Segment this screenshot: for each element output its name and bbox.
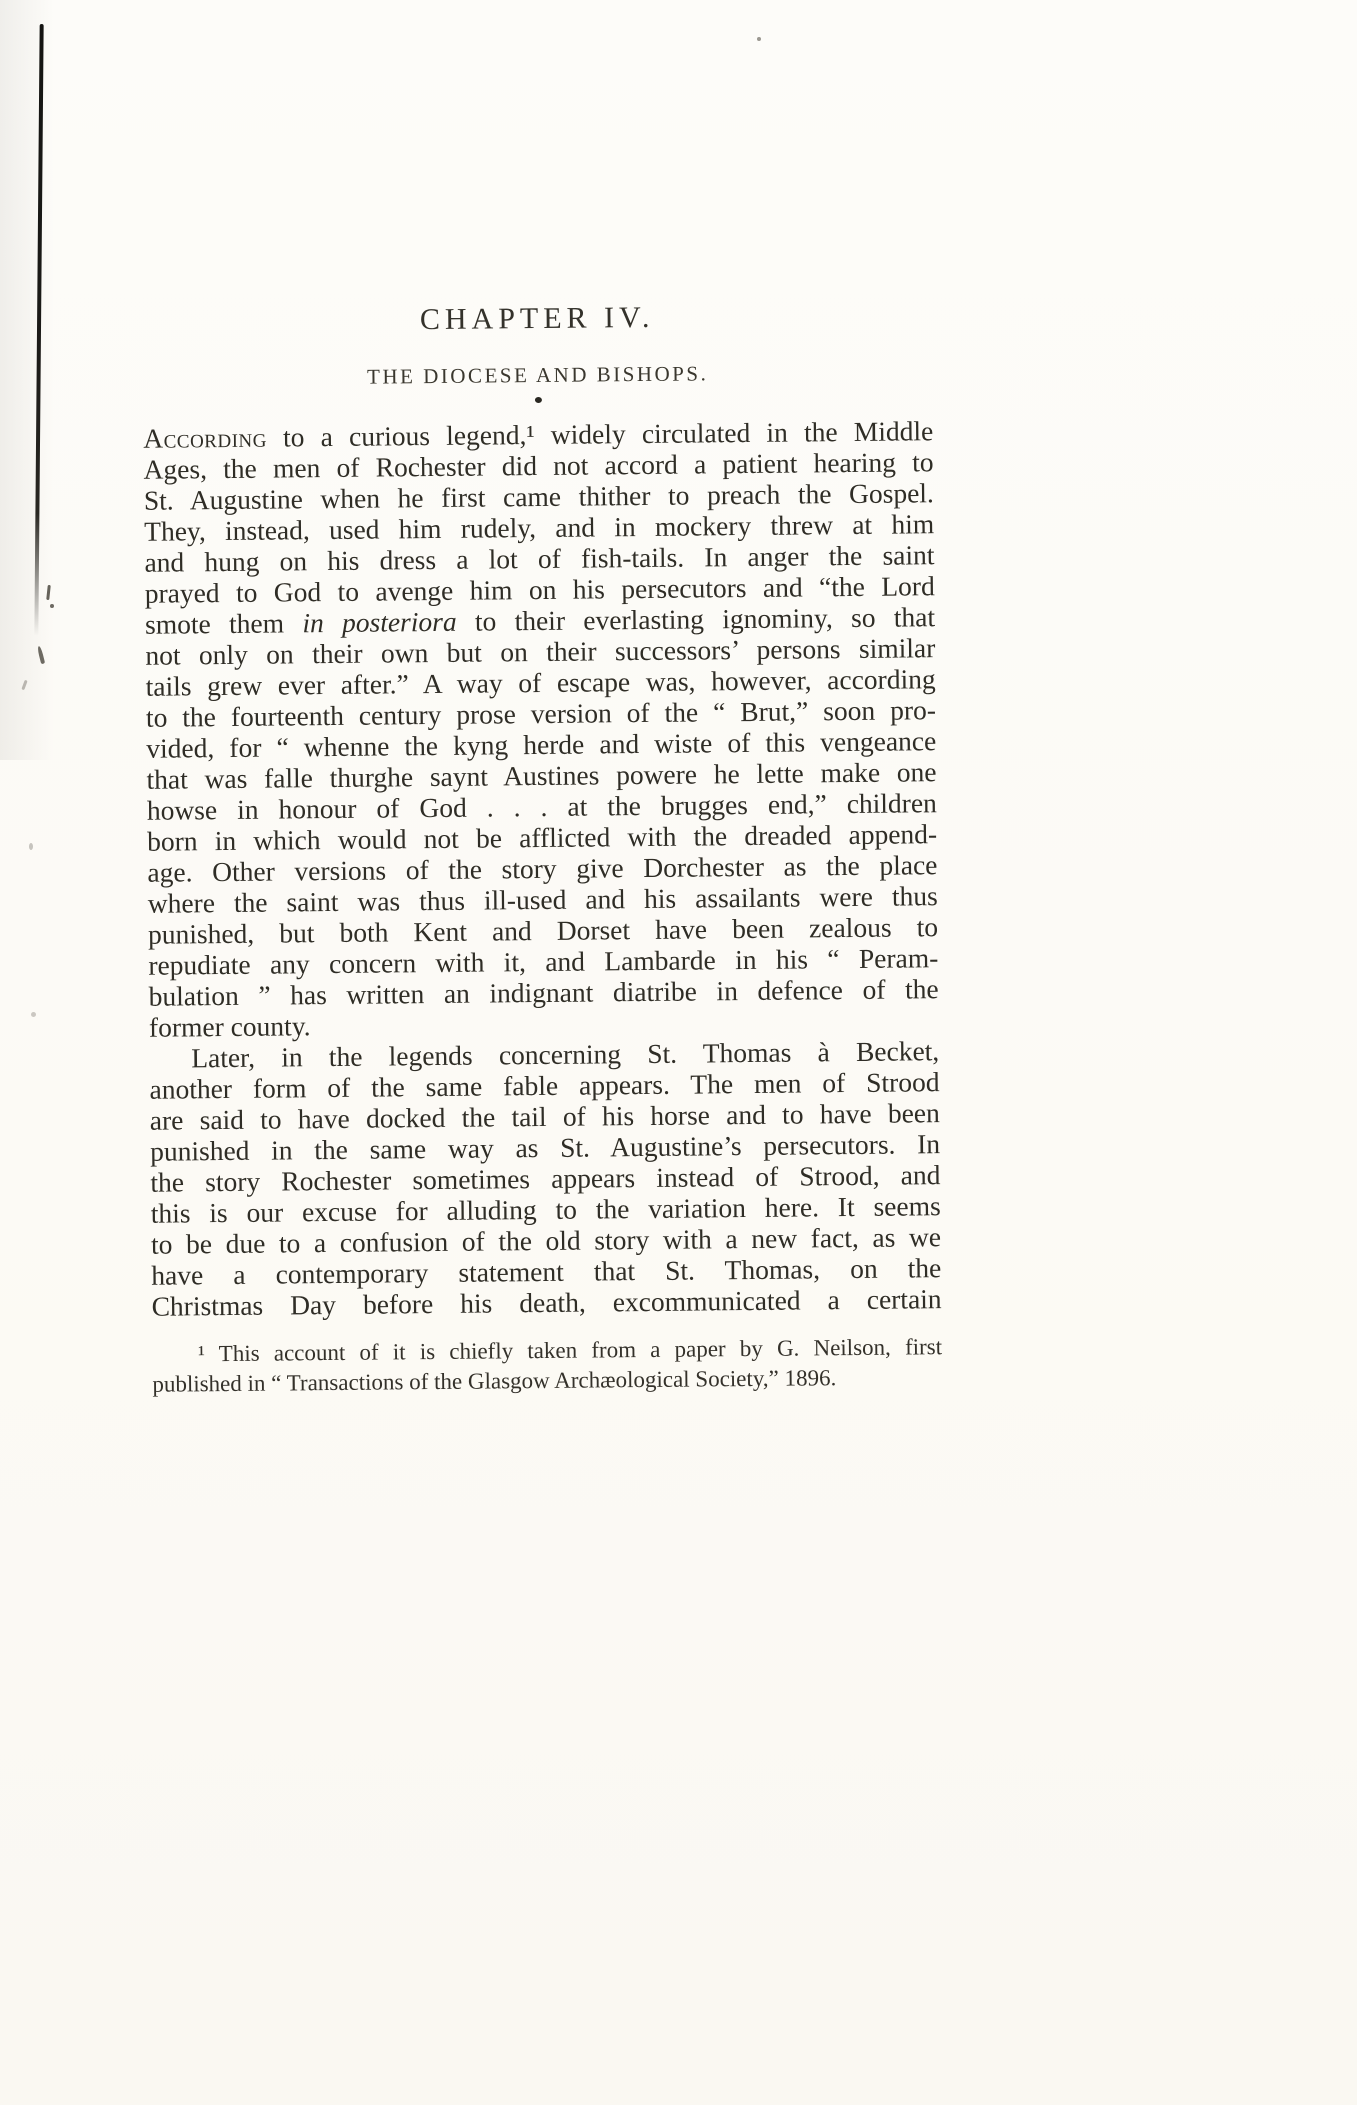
text-line: and hung on his dress a lot of fish-tails. In anger the saint — [144, 539, 935, 578]
ink-dot-artifact — [534, 397, 541, 403]
text-line: They, instead, used him rudely, and in mockery threw at him — [144, 508, 935, 547]
text-line: According to a curious legend,¹ widely circulated in the Middle — [143, 415, 934, 454]
chapter-heading: CHAPTER IV. — [419, 300, 655, 337]
text-line: age. Other versions of the story give Dorchester as the place — [147, 849, 938, 888]
text-line: howse in honour of God . . . at the brugges end,” children — [146, 787, 937, 826]
text-line: St. Augustine when he first came thither to preach the Gospel. — [143, 477, 934, 516]
text-line: vided, for “ whenne the kyng herde and wiste of this vengeance — [146, 725, 937, 764]
text-block — [142, 298, 942, 1399]
text-line: Christmas Day before his death, excommunicated a certain — [151, 1283, 942, 1322]
scan-artifact — [757, 37, 761, 41]
text-line: the story Rochester sometimes appears instead of Strood, and — [150, 1159, 941, 1198]
scan-artifact — [29, 843, 33, 850]
text-line: are said to have docked the tail of his horse and to have been — [149, 1097, 940, 1136]
text-line: born in which would not be afflicted with the dreaded append- — [147, 818, 938, 857]
text-line: to the fourteenth century prose version of the “ Brut,” soon pro- — [145, 694, 937, 733]
text-line: have a contemporary statement that St. Thomas, on the — [151, 1252, 942, 1291]
scan-artifact — [31, 1012, 36, 1017]
footnote — [152, 1332, 943, 1399]
text-line: this is our excuse for alluding to the variation here. It seems — [150, 1190, 941, 1229]
paragraph-1 — [143, 415, 939, 1043]
text-line: former county. — [148, 1010, 311, 1043]
scan-artifact — [46, 585, 51, 600]
text-line: not only on their own but on their successors’ persons similar — [145, 632, 936, 671]
text-line: Ages, the men of Rochester did not accord a patient hearing to — [143, 446, 934, 485]
scan-artifact — [21, 680, 27, 690]
text-line: another form of the same fable appears. The men of Strood — [149, 1066, 940, 1105]
text-line: punished, but both Kent and Dorset have been zealous to — [147, 911, 939, 950]
page-edge-shadow — [0, 0, 54, 760]
text-line: prayed to God to avenge him on his persecutors and “the Lord — [144, 570, 935, 609]
page-binding-line — [34, 24, 43, 636]
text-line: tails grew ever after.” A way of escape was, however, according — [145, 663, 936, 702]
footnote-line: ¹ This account of it is chiefly taken from a paper by G. Neilson, first — [197, 1334, 943, 1367]
paragraph-2 — [149, 1035, 942, 1322]
scan-artifact — [37, 646, 45, 664]
text-line: punished in the same way as St. Augustine’s persecutors. In — [149, 1128, 941, 1167]
text-line: to be due to a confusion of the old story with a new fact, as we — [150, 1221, 942, 1260]
footnote-line: published in “ Transactions of the Glasgow Archæological Society,” 1896. — [152, 1364, 837, 1397]
text-line: repudiate any concern with it, and Lambarde in his “ Peram- — [148, 942, 939, 981]
scan-artifact — [50, 604, 54, 608]
text-line: smote them in posteriora to their everlasting ignominy, so that — [144, 601, 936, 640]
chapter-subtitle: THE DIOCESE AND BISHOPS. — [366, 361, 709, 389]
text-line: where the saint was thus ill-used and his assailants were thus — [147, 880, 938, 919]
text-line: bulation ” has written an indignant diatribe in defence of the — [148, 973, 939, 1012]
text-line: Later, in the legends concerning St. Thomas à Becket, — [191, 1035, 940, 1074]
text-line: that was falle thurghe saynt Austines powere he lette make one — [146, 756, 937, 795]
